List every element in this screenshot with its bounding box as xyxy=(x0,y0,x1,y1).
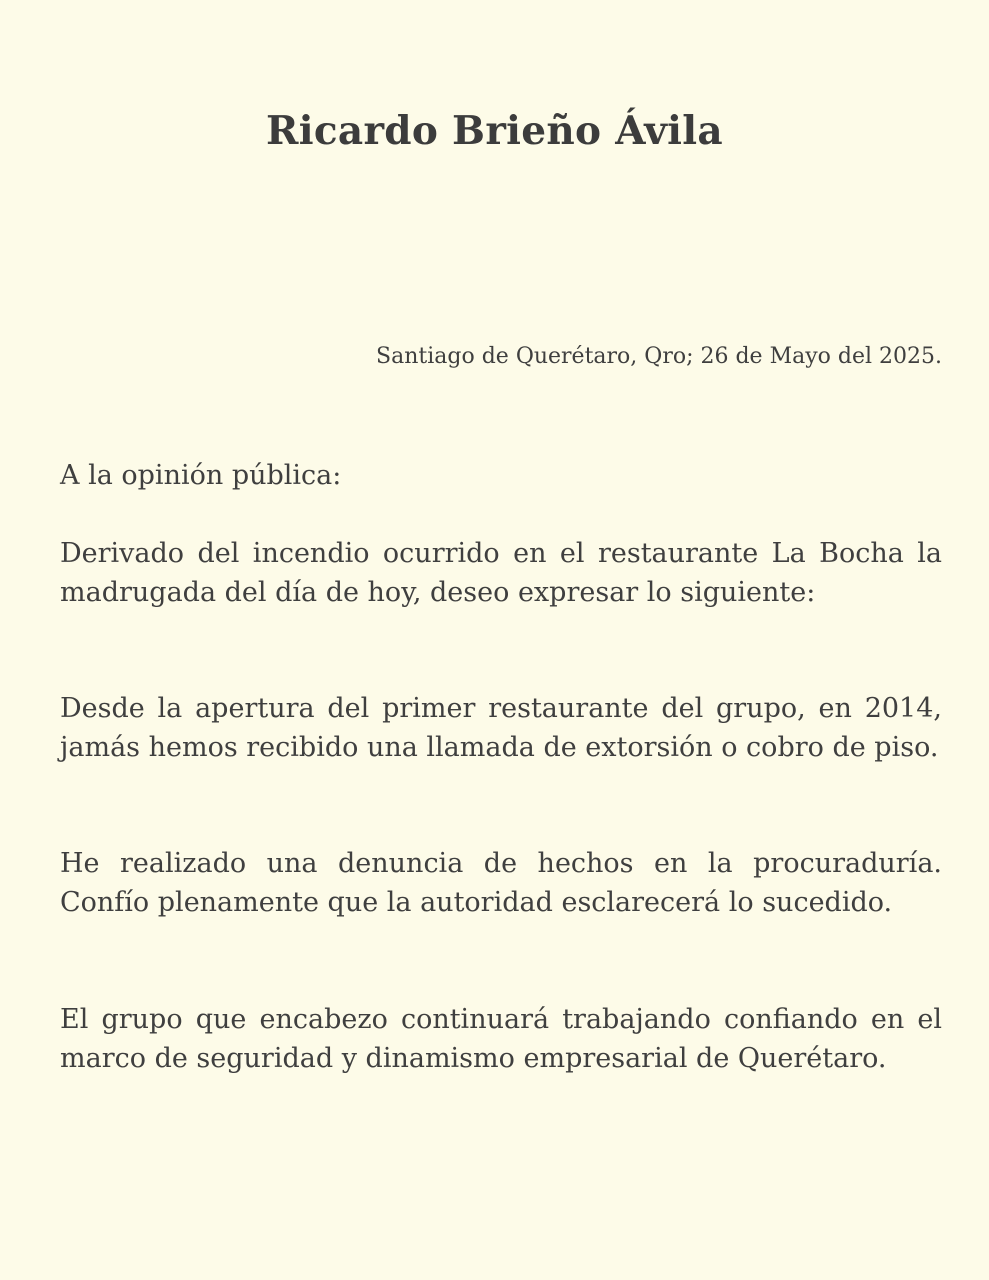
author-name-heading: Ricardo Brieño Ávila xyxy=(266,108,723,154)
paragraph-2: Desde la apertura del primer restaurante del grupo, en 2014, jamás hemos recibido una llamada de extorsión o cobro de piso. xyxy=(60,693,942,763)
place-date-line: Santiago de Querétaro, Qro; 26 de Mayo del 2025. xyxy=(376,344,942,369)
salutation: A la opinión pública: xyxy=(60,460,342,491)
paragraph-4: El grupo que encabezo continuará trabajando confiando en el marco de seguridad y dinamismo empresarial de Querétaro. xyxy=(60,1004,942,1074)
paragraph-3: He realizado una denuncia de hechos en la procuraduría. Confío plenamente que la autoridad esclarecerá lo sucedido. xyxy=(60,848,942,918)
paragraph-1: Derivado del incendio ocurrido en el restaurante La Bocha la madrugada del día de hoy, deseo expresar lo siguiente: xyxy=(60,538,942,608)
